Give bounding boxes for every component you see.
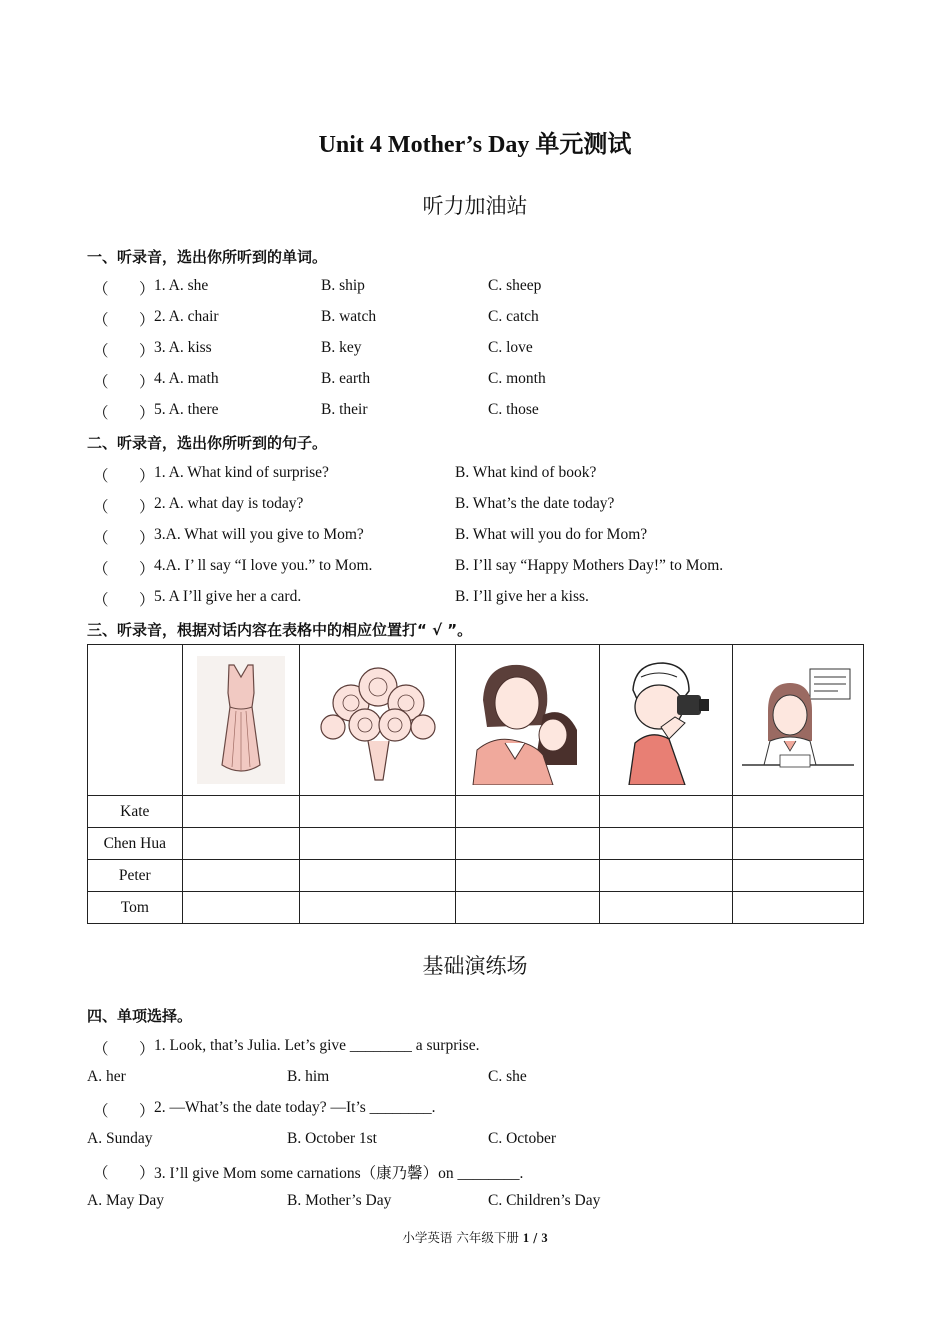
choice-question-row bbox=[93, 1099, 436, 1121]
option-c: C. love bbox=[488, 339, 533, 356]
answer-blank-close: ） bbox=[139, 592, 155, 609]
answer-cell[interactable] bbox=[182, 828, 300, 860]
answer-blank-close: ） bbox=[139, 312, 155, 329]
page-title: Unit 4 Mother’s Day 单元测试 bbox=[318, 132, 632, 158]
answer-blank-open[interactable]: （ bbox=[93, 343, 109, 360]
answer-blank-open[interactable]: （ bbox=[93, 530, 109, 547]
answer-blank-open[interactable]: （ bbox=[93, 1041, 109, 1058]
answer-blank-close: ） bbox=[139, 405, 155, 422]
answer-blank-close: ） bbox=[139, 1165, 155, 1182]
answer-cell[interactable] bbox=[600, 892, 733, 924]
sentence-question-row bbox=[93, 588, 302, 610]
answer-blank-close: ） bbox=[139, 499, 155, 516]
name-cell-tom: Tom bbox=[88, 892, 183, 924]
option-b: B. ship bbox=[321, 277, 365, 294]
hug-kiss-picture bbox=[456, 645, 600, 796]
word-question-row bbox=[93, 277, 209, 299]
option-a: A. her bbox=[87, 1068, 126, 1085]
word-question-row bbox=[93, 401, 219, 423]
option-a: 4. A. math bbox=[154, 370, 219, 387]
table-corner-cell bbox=[88, 645, 183, 796]
option-b: B. What will you do for Mom? bbox=[455, 526, 648, 543]
footer-separator: / bbox=[533, 1230, 538, 1245]
word-question-row bbox=[93, 308, 219, 330]
section-title-basic: 基础演练场 bbox=[422, 954, 528, 978]
girl-writing-card-picture bbox=[733, 645, 864, 796]
flowers-picture bbox=[300, 645, 456, 796]
answer-cell[interactable] bbox=[182, 796, 300, 828]
answer-blank-open[interactable]: （ bbox=[93, 1165, 109, 1182]
dress-picture bbox=[182, 645, 300, 796]
option-a: 2. A. what day is today? bbox=[154, 495, 304, 512]
footer-page-number: 1 bbox=[522, 1231, 530, 1245]
part1-heading: 一、听录音，选出你所听到的单词。 bbox=[87, 248, 328, 266]
option-b: B. key bbox=[321, 339, 362, 356]
answer-blank-open[interactable]: （ bbox=[93, 468, 109, 485]
footer-subject: 小学英语 六年级下册 bbox=[402, 1230, 519, 1245]
choice-question-row bbox=[93, 1161, 524, 1183]
sentence-question-row bbox=[93, 495, 304, 517]
question-stem: 1. Look, that’s Julia. Let’s give ________ a surprise. bbox=[154, 1037, 480, 1054]
option-c: C. Children’s Day bbox=[488, 1192, 601, 1209]
answer-cell[interactable] bbox=[733, 828, 864, 860]
option-a: A. Sunday bbox=[87, 1130, 153, 1147]
name-cell-peter: Peter bbox=[88, 860, 183, 892]
option-a: A. May Day bbox=[87, 1192, 165, 1209]
option-a: 1. A. What kind of surprise? bbox=[154, 464, 329, 481]
option-b: B. their bbox=[321, 401, 368, 418]
sentence-question-row bbox=[93, 557, 373, 579]
answer-blank-open[interactable]: （ bbox=[93, 374, 109, 391]
answer-cell[interactable] bbox=[300, 892, 456, 924]
answer-cell[interactable] bbox=[733, 796, 864, 828]
answer-blank-open[interactable]: （ bbox=[93, 592, 109, 609]
word-question-row bbox=[93, 370, 219, 392]
answer-cell[interactable] bbox=[600, 796, 733, 828]
name-cell-kate: Kate bbox=[88, 796, 183, 828]
option-b: B. What’s the date today? bbox=[455, 495, 615, 512]
part2-heading: 二、听录音，选出你所听到的句子。 bbox=[87, 434, 328, 452]
option-c: C. catch bbox=[488, 308, 539, 325]
option-a: 3.A. What will you give to Mom? bbox=[154, 526, 364, 543]
section-title-listening: 听力加油站 bbox=[422, 194, 528, 218]
option-a: 3. A. kiss bbox=[154, 339, 212, 356]
answer-blank-close: ） bbox=[139, 561, 155, 578]
option-b: B. October 1st bbox=[287, 1130, 377, 1147]
answer-cell[interactable] bbox=[733, 860, 864, 892]
answer-blank-open[interactable]: （ bbox=[93, 405, 109, 422]
option-c: C. those bbox=[488, 401, 539, 418]
answer-cell[interactable] bbox=[300, 860, 456, 892]
option-a: 5. A. there bbox=[154, 401, 219, 418]
answer-cell[interactable] bbox=[456, 860, 600, 892]
answer-cell[interactable] bbox=[456, 828, 600, 860]
footer-total-pages: 3 bbox=[541, 1231, 548, 1245]
answer-cell[interactable] bbox=[182, 860, 300, 892]
answer-blank-open[interactable]: （ bbox=[93, 312, 109, 329]
part4-heading: 四、单项选择。 bbox=[87, 1007, 193, 1025]
word-question-row bbox=[93, 339, 212, 361]
part3-heading: 三、听录音，根据对话内容在表格中的相应位置打“ √ ”。 bbox=[87, 621, 473, 639]
option-a: 1. A. she bbox=[154, 277, 209, 294]
question-stem: 2. —What’s the date today? —It’s ________. bbox=[154, 1099, 436, 1116]
answer-blank-close: ） bbox=[139, 1103, 155, 1120]
answer-blank-close: ） bbox=[139, 468, 155, 485]
answer-blank-open[interactable]: （ bbox=[93, 281, 109, 298]
answer-blank-open[interactable]: （ bbox=[93, 499, 109, 516]
option-c: C. month bbox=[488, 370, 546, 387]
answer-blank-close: ） bbox=[139, 343, 155, 360]
camera-boy-picture bbox=[600, 645, 733, 796]
option-b: B. him bbox=[287, 1068, 330, 1085]
option-c: C. she bbox=[488, 1068, 527, 1085]
answer-cell[interactable] bbox=[600, 828, 733, 860]
sentence-question-row bbox=[93, 464, 329, 486]
answer-cell[interactable] bbox=[182, 892, 300, 924]
question-stem: 3. I’ll give Mom some carnations（康乃馨）on ________. bbox=[154, 1165, 524, 1182]
answer-blank-open[interactable]: （ bbox=[93, 1103, 109, 1120]
option-b: B. I’ll say “Happy Mothers Day!” to Mom. bbox=[455, 557, 724, 574]
option-b: B. Mother’s Day bbox=[287, 1192, 392, 1209]
answer-cell[interactable] bbox=[300, 796, 456, 828]
answer-cell[interactable] bbox=[456, 892, 600, 924]
option-c: C. October bbox=[488, 1130, 557, 1147]
option-a: 5. A I’ll give her a card. bbox=[154, 588, 302, 605]
answer-blank-close: ） bbox=[139, 530, 155, 547]
answer-blank-close: ） bbox=[139, 374, 155, 391]
page-footer bbox=[0, 1228, 950, 1246]
option-b: B. What kind of book? bbox=[455, 464, 597, 481]
option-b: B. watch bbox=[321, 308, 377, 325]
option-a: 2. A. chair bbox=[154, 308, 219, 325]
option-b: B. earth bbox=[321, 370, 371, 387]
answer-table bbox=[87, 644, 864, 924]
sentence-question-row bbox=[93, 526, 364, 548]
option-b: B. I’ll give her a kiss. bbox=[455, 588, 589, 605]
choice-question-row bbox=[93, 1037, 480, 1059]
answer-blank-open[interactable]: （ bbox=[93, 561, 109, 578]
answer-blank-close: ） bbox=[139, 1041, 155, 1058]
answer-cell[interactable] bbox=[300, 828, 456, 860]
answer-cell[interactable] bbox=[733, 892, 864, 924]
option-a: 4.A. I’ ll say “I love you.” to Mom. bbox=[154, 557, 373, 574]
answer-cell[interactable] bbox=[456, 796, 600, 828]
option-c: C. sheep bbox=[488, 277, 542, 294]
answer-cell[interactable] bbox=[600, 860, 733, 892]
name-cell-chen-hua: Chen Hua bbox=[88, 828, 183, 860]
answer-blank-close: ） bbox=[139, 281, 155, 298]
